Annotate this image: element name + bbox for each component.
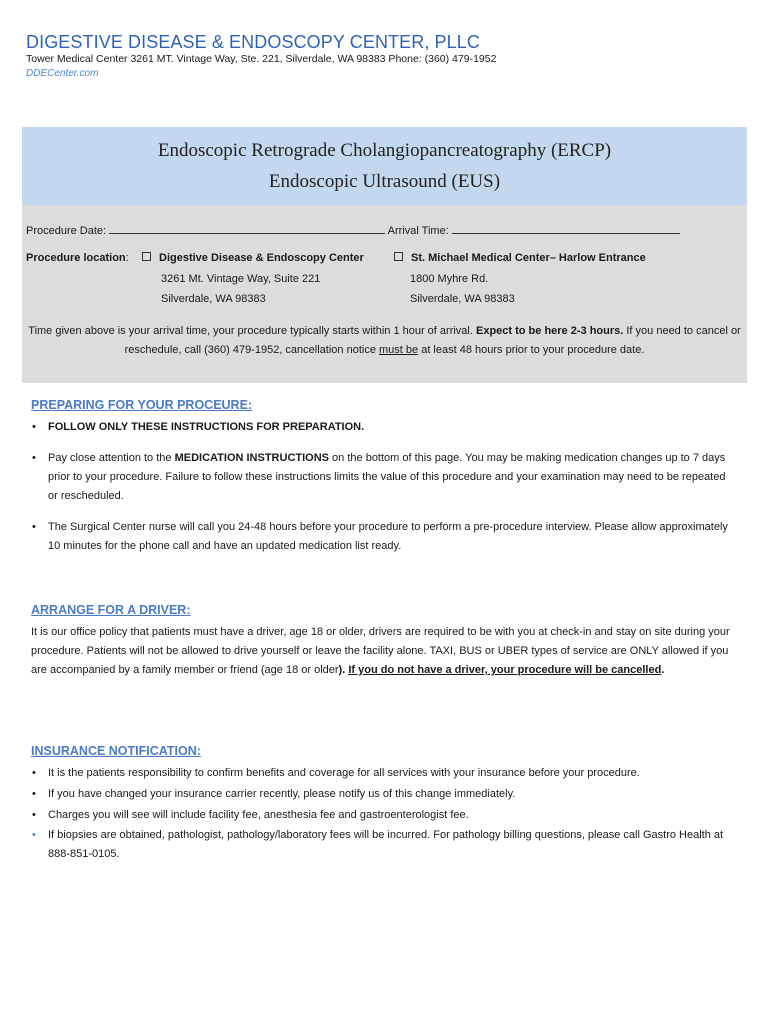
insurance-heading: INSURANCE NOTIFICATION: <box>31 744 201 758</box>
bullet-icon: • <box>32 767 36 779</box>
title-banner <box>22 127 747 205</box>
procedure-date-label: Procedure Date: <box>26 225 107 237</box>
organization-address: Tower Medical Center 3261 MT. Vintage Way, Ste. 221, Silverdale, WA 98383 Phone: (360) 479-1952 <box>26 53 497 65</box>
bullet-icon: • <box>32 521 36 533</box>
location-1-option[interactable] <box>142 252 364 264</box>
location-1-name: Digestive Disease & Endoscopy Center <box>159 252 364 264</box>
location-1-city: Silverdale, WA 98383 <box>161 293 266 305</box>
organization-website[interactable]: DDECenter.com <box>26 68 99 79</box>
location-1-street: 3261 Mt. Vintage Way, Suite 221 <box>161 273 321 285</box>
procedure-location-label: Procedure location <box>26 252 126 264</box>
location-2-city: Silverdale, WA 98383 <box>410 293 515 305</box>
procedure-details-panel <box>22 205 747 383</box>
driver-heading: ARRANGE FOR A DRIVER: <box>31 603 191 617</box>
location-2-name: St. Michael Medical Center– Harlow Entrance <box>411 252 646 264</box>
location-1-checkbox[interactable] <box>142 252 151 261</box>
bullet-icon: • <box>32 788 36 800</box>
bullet-icon: • <box>32 452 36 464</box>
bullet-icon: • <box>32 809 36 821</box>
arrival-notice: Time given above is your arrival time, your procedure typically starts within 1 hour of arrival. Expect to be here 2-3 hours. If you need to cancel or reschedule, call (360) 479-1952, cancellation notice must be at least 48 hours prior to your procedure date. <box>28 325 741 356</box>
bullet-icon: • <box>32 829 36 841</box>
preparing-heading: PREPARING FOR YOUR PROCEURE: <box>31 398 253 412</box>
arrival-time-label: Arrival Time: <box>387 225 449 237</box>
procedure-location-label-row: Procedure location: <box>26 252 129 264</box>
location-2-street: 1800 Myhre Rd. <box>410 273 489 285</box>
organization-name: DIGESTIVE DISEASE & ENDOSCOPY CENTER, PLLC <box>26 32 480 52</box>
bullet-icon: • <box>32 421 36 433</box>
arrival-time-field[interactable] <box>452 223 680 234</box>
location-2-checkbox[interactable] <box>394 252 403 261</box>
procedure-title-eus: Endoscopic Ultrasound (EUS) <box>268 171 501 192</box>
procedure-date-row <box>26 223 680 237</box>
location-2-option[interactable] <box>394 252 646 264</box>
procedure-title-ercp: Endoscopic Retrograde Cholangiopancreatography (ERCP) <box>157 140 612 161</box>
procedure-date-field[interactable] <box>109 223 385 234</box>
driver-policy-text: It is our office policy that patients must have a driver, age 18 or older, drivers are required to be with you at check-in and stay on site during your procedure. Patients will not be allowed to drive yourself or leave the facility alone. TAXI, BUS or UBER types of service are ONLY allowed if you are accompanied by a family member or friend (age 18 or older). If you do not have a driver, your procedure will be cancelled. <box>31 626 730 676</box>
